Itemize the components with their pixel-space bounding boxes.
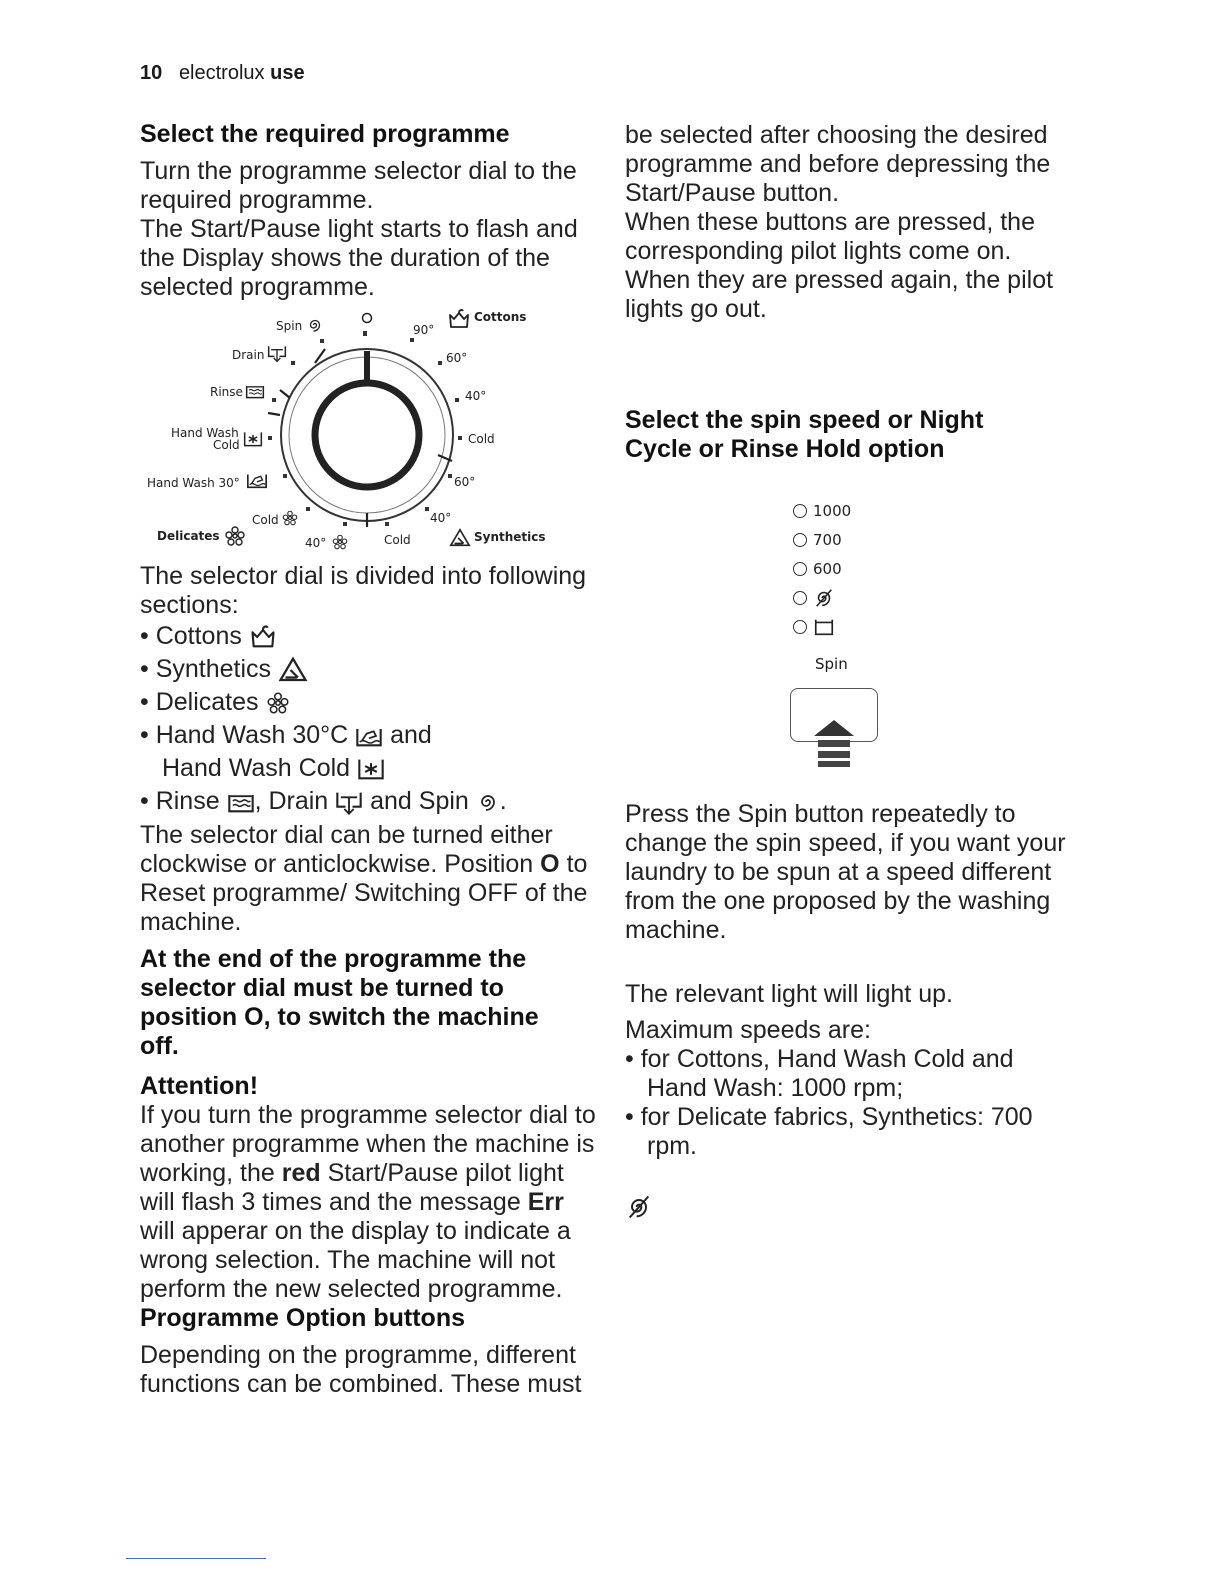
right-column [625,121,1080,324]
list-item-cottons: • Cottons [140,620,600,653]
list-item-hand-wash-30: • Hand Wash 30°C and [140,721,432,749]
programme-dial-figure [140,305,600,560]
paragraph-dial-turn-direction: The selector dial can be turned either clockwise or anticlockwise. Position O to Reset programme/ Switching OFF of the machine. [140,821,588,936]
list-item-max-delicates-cont: rpm. [647,1132,697,1160]
synthetics-icon [278,655,308,685]
spin-option-600: 600 [793,560,842,578]
dial-label-cottons-cold: Cold [468,432,495,446]
hand-wash-cold-icon [357,755,385,783]
pilot-light [793,620,807,634]
page-header [140,62,305,85]
page-number: 10 [140,62,163,84]
dial-label-synthetics-cold: Cold [384,533,411,547]
paragraph-end-of-programme: At the end of the programme the selector dial must be turned to position O, to switch the machine off. [140,945,539,1060]
rinse-hold-icon [813,616,835,638]
cottons-icon [447,307,471,331]
no-spin-icon [625,1193,653,1221]
footer-rule [126,1558,266,1559]
list-item-max-cottons: • for Cottons, Hand Wash Cold and [625,1045,1014,1073]
list-item-synthetics: • Synthetics [140,653,600,686]
list-item-hand-wash-cold: Hand Wash Cold [140,752,600,785]
right-heading-block [625,406,1045,464]
rinse-icon [245,381,265,401]
heading-attention: Attention! [140,1072,259,1100]
delicates-cold-icon [281,509,299,527]
cottons-icon [249,623,277,651]
dial-label-cottons: Cottons [474,310,527,324]
paragraph-select-after: be selected after choosing the desired programme and before depressing the Start/Pause button. [625,121,1051,207]
pilot-light [793,504,807,518]
spin-button-label: Spin [815,655,848,673]
dial-label-synthetics-60: 60° [454,475,476,489]
paragraph-press-spin: Press the Spin button repeatedly to change the spin speed, if you want your laundry to be spun at a speed different from the one proposed by the washing machine. [625,800,1066,944]
dial-label-hand-wash: Hand Wash [171,426,239,440]
spin-option-rinse-hold [793,616,835,638]
section-name: use [270,62,305,84]
paragraph-pressed-again: When they are pressed again, the pilot lights go out. [625,266,1054,323]
heading-programme-option-buttons: Programme Option buttons [140,1304,465,1332]
paragraph-option-combine: Depending on the programme, different functions can be combined. These must [140,1341,582,1398]
hand-wash-icon [355,722,383,750]
paragraph-turn-dial: Turn the programme selector dial to the required programme. [140,157,577,214]
paragraph-relevant-light: The relevant light will light up. [625,980,953,1008]
hand-wash-icon [246,469,268,491]
spin-option-night-cycle [793,587,835,609]
dial-label-cottons-60: 60° [446,351,468,365]
spin-option-700: 700 [793,531,842,549]
paragraph-attention: If you turn the programme selector dial to another programme when the machine is working, the red Start/Pause pilot light will flash 3 times and the message Err will apperar on the display to indicate a wrong selection. The machine will not perform the new selected programme. [140,1101,596,1303]
heading-spin-speed: Select the spin speed or Night Cycle or Rinse Hold option [625,406,984,463]
dial-label-cottons-90: 90° [413,323,435,337]
drain-icon [335,788,363,816]
pilot-light [793,591,807,605]
spin-icon [476,790,500,814]
dial-label-spin: Spin [276,319,303,333]
list-item-max-delicates: • for Delicate fabrics, Synthetics: 700 [625,1103,1033,1131]
brand-name: electrolux [178,62,265,84]
list-item-rinse-drain-spin: • Rinse , Drain and Spin . [140,787,507,815]
delicates-icon [223,524,247,548]
dial-label-delicates: Delicates [157,529,220,543]
rinse-icon [227,788,255,816]
dial-label-synthetics-40: 40° [430,511,452,525]
drain-icon [267,343,287,363]
spin-icon [306,316,324,334]
paragraph-dial-divided: The selector dial is divided into following sections: [140,562,587,619]
synthetics-icon [449,527,471,549]
pilot-light [793,533,807,547]
delicates-40-icon [331,533,349,551]
paragraph-buttons-pressed: When these buttons are pressed, the corresponding pilot lights come on. [625,208,1035,265]
paragraph-start-light: The Start/Pause light starts to flash and the Display shows the duration of the selected programme. [140,215,578,301]
delicates-icon [265,690,291,716]
pilot-light [793,562,807,576]
heading-select-programme: Select the required programme [140,120,510,148]
no-spin-icon [813,587,835,609]
dial-label-delicates-40: 40° [305,536,327,550]
left-column [140,120,595,302]
dial-label-delicates-cold: Cold [252,513,279,527]
hand-wash-cold-icon [243,429,263,449]
spin-option-1000: 1000 [793,502,851,520]
list-item-max-cottons-cont: Hand Wash: 1000 rpm; [647,1074,904,1102]
left-column-lower [140,562,600,1399]
dial-label-cottons-40: 40° [465,389,487,403]
paragraph-maximum-speeds: Maximum speeds are: [625,1016,871,1044]
dial-label-drain: Drain [232,348,265,362]
dial-label-hand-wash-cold: Cold [213,438,240,452]
right-column-lower [625,800,1080,1161]
list-item-delicates: • Delicates [140,686,600,719]
dial-label-synthetics: Synthetics [474,530,546,544]
arrow-up-icon [812,716,856,768]
dial-label-hand-wash-30: Hand Wash 30° [147,476,240,490]
dial-label-rinse: Rinse [210,385,243,399]
